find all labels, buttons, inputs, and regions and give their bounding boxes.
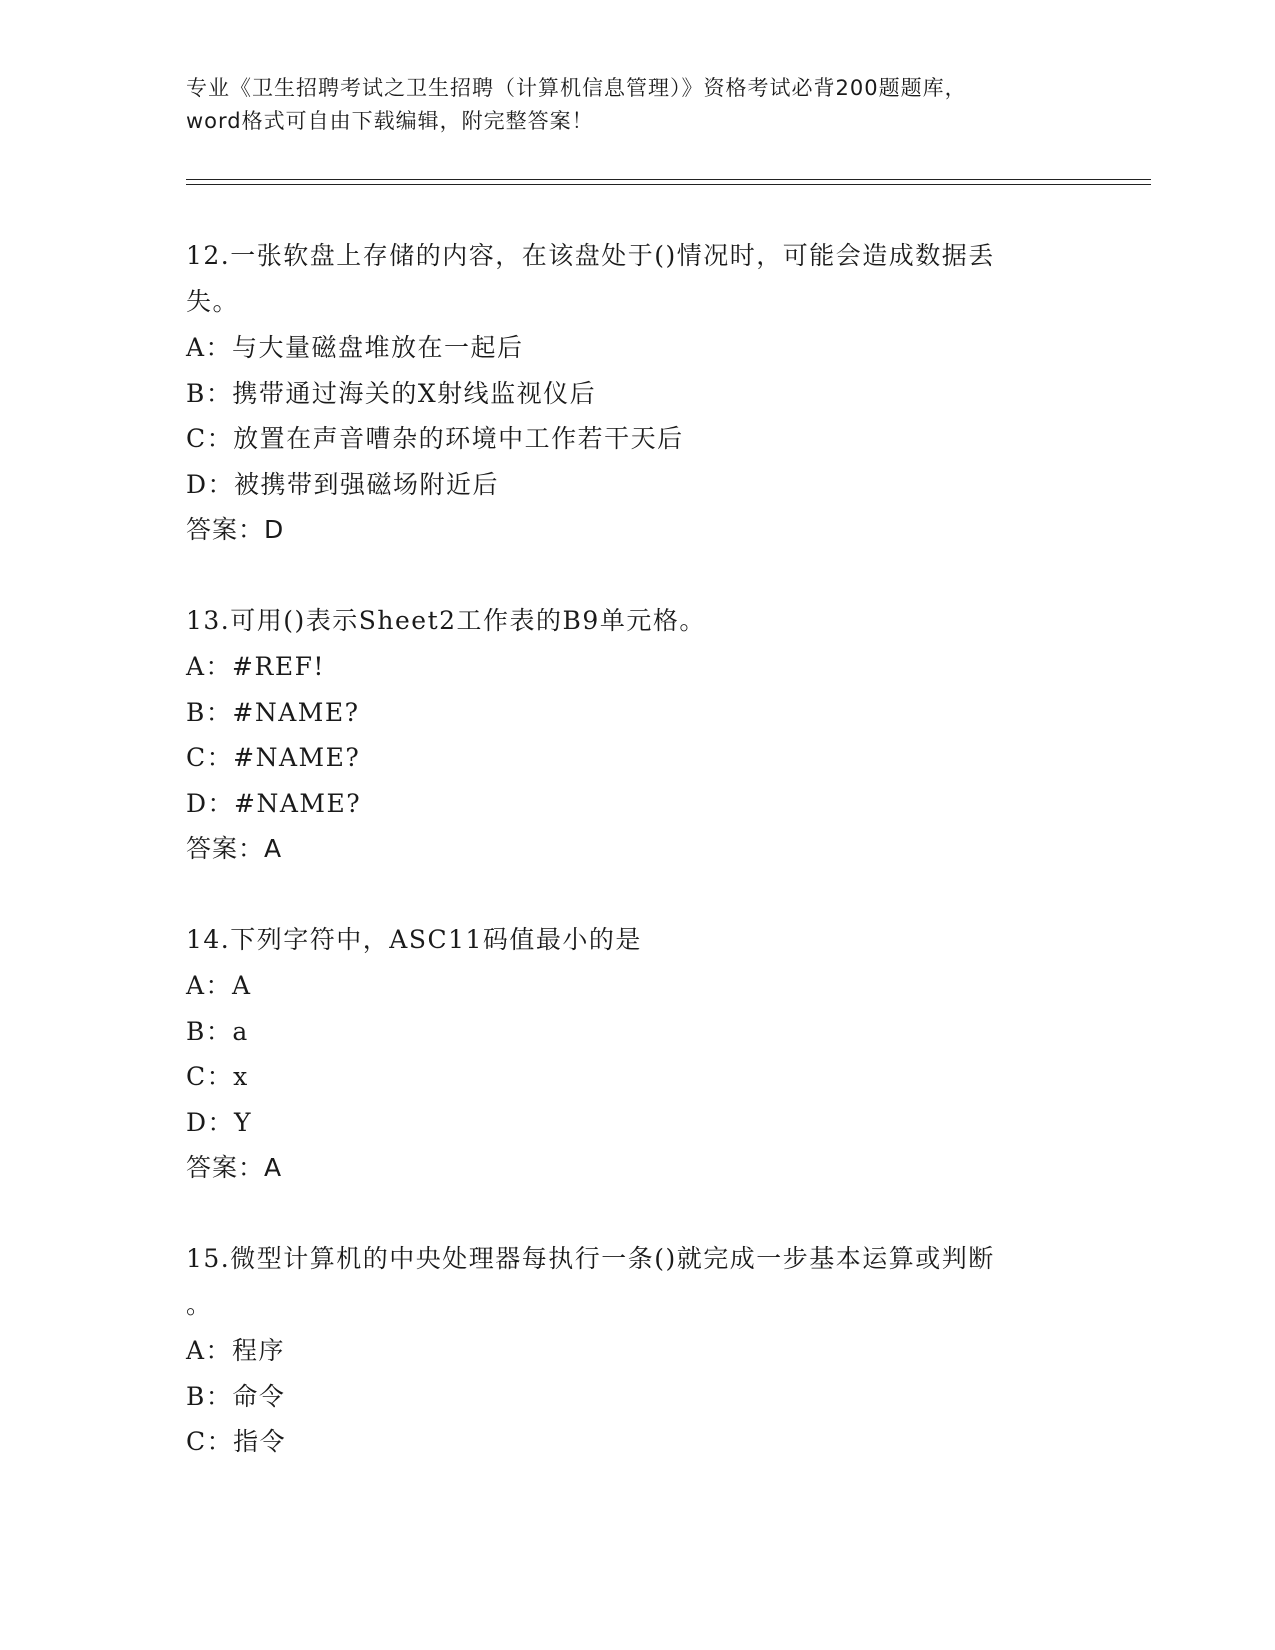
question-13: [186, 598, 1086, 871]
option-c: C：#NAME?: [186, 743, 361, 772]
document-header: [186, 72, 1086, 138]
option-b: B：携带通过海关的X射线监视仪后: [186, 378, 597, 408]
option-b: B：a: [186, 1016, 249, 1046]
option-b: B：命令: [186, 1381, 286, 1411]
header-line-2: word格式可自由下载编辑，附完整答案！: [186, 109, 594, 133]
option-c: C：x: [186, 1062, 249, 1091]
option-a: A：程序: [186, 1336, 286, 1365]
option-c: C：放置在声音嘈杂的环境中工作若干天后: [186, 424, 684, 453]
question-14: [186, 917, 1086, 1190]
option-a: A：#REF!: [186, 652, 325, 681]
option-a: A：A: [186, 971, 252, 1000]
option-d: D：被携带到强磁场附近后: [186, 469, 500, 499]
question-12: [186, 233, 1086, 552]
option-c: C：指令: [186, 1427, 287, 1456]
question-stem: 13.可用()表示Sheet2工作表的B9单元格。: [186, 606, 706, 635]
option-d: D：#NAME?: [186, 788, 362, 818]
option-d: D：Y: [186, 1107, 253, 1137]
header-line-1: 专业《卫生招聘考试之卫生招聘（计算机信息管理）》资格考试必背200题题库，: [186, 76, 967, 100]
question-stem: 14.下列字符中，ASC11码值最小的是: [186, 925, 642, 954]
answer-line: 答案：D: [186, 515, 285, 544]
answer-line: 答案：A: [186, 834, 283, 863]
header-divider-bottom: [186, 184, 1151, 185]
answer-line: 答案：A: [186, 1153, 283, 1182]
option-b: B：#NAME?: [186, 697, 360, 727]
question-stem: 12.一张软盘上存储的内容，在该盘处于()情况时，可能会造成数据丢: [186, 241, 995, 270]
header-divider-top: [186, 179, 1151, 180]
question-stem: 15.微型计算机的中央处理器每执行一条()就完成一步基本运算或判断: [186, 1244, 995, 1273]
question-stem-continued: 失。: [186, 287, 240, 316]
option-a: A：与大量磁盘堆放在一起后: [186, 333, 524, 362]
question-15: [186, 1236, 1086, 1465]
question-stem-continued: 。: [186, 1290, 213, 1319]
